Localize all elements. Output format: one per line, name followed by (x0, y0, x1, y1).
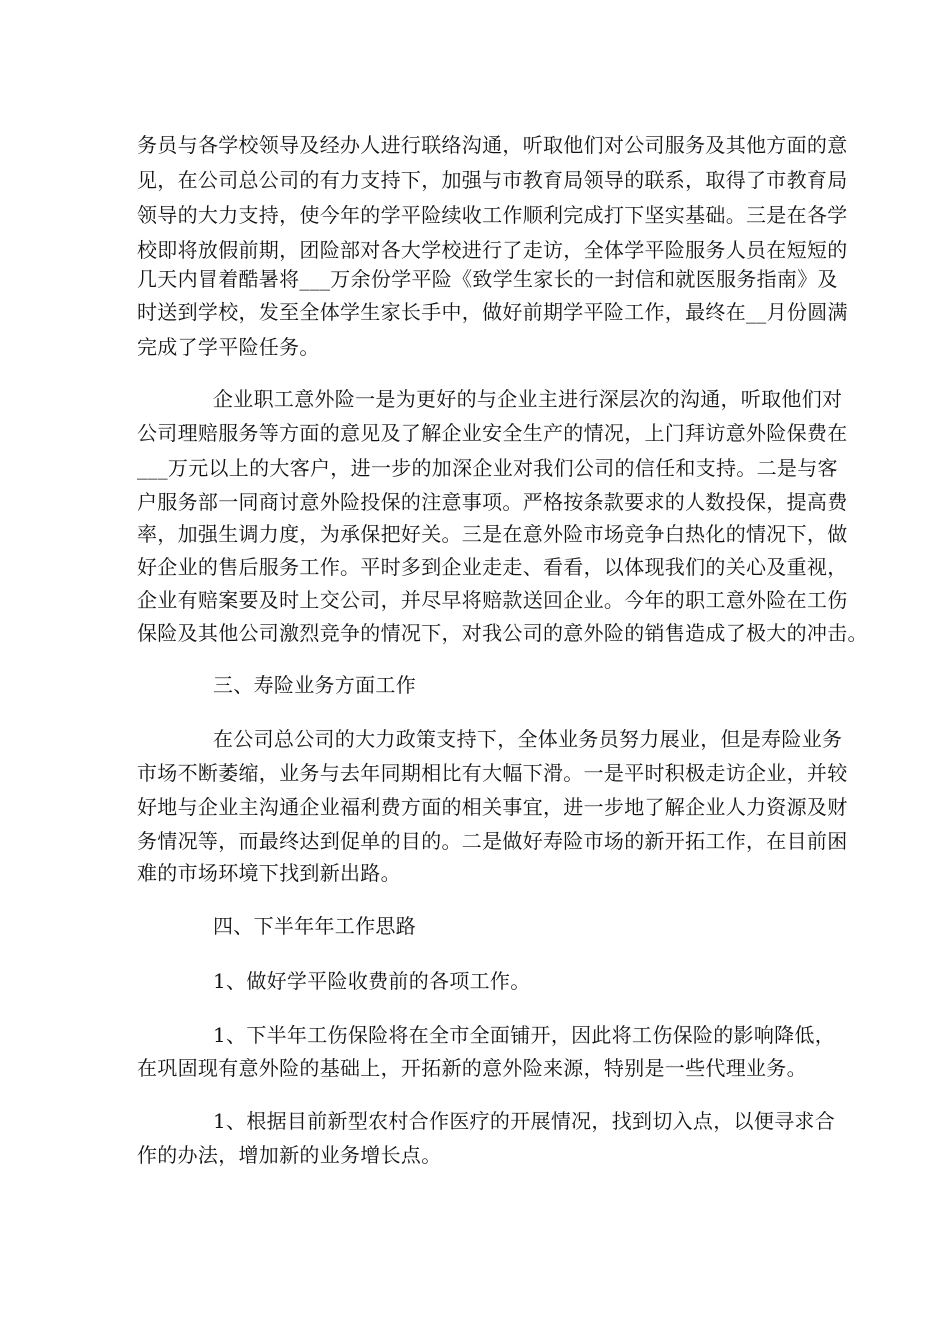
text-line: 见，在公司总公司的有力支持下，加强与市教育局领导的联系，取得了市教育局 (137, 168, 848, 192)
text-line: 率，加强生调力度，为承保把好关。三是在意外险市场竞争白热化的情况下，做 (137, 522, 848, 546)
text-line: 务情况等，而最终达到促单的目的。二是做好寿险市场的新开拓工作，在目前困 (137, 829, 848, 853)
paragraph-first-line: 在公司总公司的大力政策支持下，全体业务员努力展业，但是寿险业务 (213, 727, 843, 751)
text-line: 企业有赔案要及时上交公司，并尽早将赔款送回企业。今年的职工意外险在工伤 (137, 588, 848, 612)
text-line: 公司理赔服务等方面的意见及了解企业安全生产的情况，上门拜访意外险保费在 (137, 421, 848, 445)
text-line: 保险及其他公司激烈竞争的情况下，对我公司的意外险的销售造成了极大的冲击。 (137, 621, 868, 645)
paragraph-first-line: 企业职工意外险一是为更好的与企业主进行深层次的沟通，听取他们对 (213, 387, 843, 411)
text-line: 在巩固现有意外险的基础上，开拓新的意外险来源，特别是一些代理业务。 (137, 1056, 807, 1080)
text-line: 好地与企业主沟通企业福利费方面的相关事宜，进一步地了解企业人力资源及财 (137, 795, 848, 819)
text-line: 户服务部一同商讨意外险投保的注意事项。严格按条款要求的人数投保，提高费 (137, 490, 848, 514)
list-item: 1、做好学平险收费前的各项工作。 (213, 969, 531, 993)
text-line: 市场不断萎缩，业务与去年同期相比有大幅下滑。一是平时积极走访企业，并较 (137, 761, 848, 785)
text-line: 作的办法，增加新的业务增长点。 (137, 1143, 442, 1167)
text-line: 领导的大力支持，使今年的学平险续收工作顺利完成打下坚实基础。三是在各学 (137, 203, 848, 227)
section-heading: 四、下半年年工作思路 (213, 914, 416, 938)
text-line: 校即将放假前期，团险部对各大学校进行了走访，全体学平险服务人员在短短的 (137, 238, 848, 262)
text-line: 完成了学平险任务。 (137, 335, 320, 359)
list-item: 1、根据目前新型农村合作医疗的开展情况，找到切入点，以便寻求合 (213, 1109, 836, 1133)
text-line: ___万元以上的大客户，进一步的加深企业对我们公司的信任和支持。二是与客 (137, 456, 838, 480)
list-item: 1、下半年工伤保险将在全市全面铺开，因此将工伤保险的影响降低， (213, 1023, 836, 1047)
text-line: 务员与各学校领导及经办人进行联络沟通，听取他们对公司服务及其他方面的意 (137, 133, 848, 157)
text-line: 几天内冒着酷暑将___万余份学平险《致学生家长的一封信和就医服务指南》及 (137, 267, 838, 291)
text-line: 好企业的售后服务工作。平时多到企业走走、看看，以体现我们的关心及重视， (137, 555, 848, 579)
text-line: 难的市场环境下找到新出路。 (137, 861, 401, 885)
text-line: 时送到学校，发至全体学生家长手中，做好前期学平险工作，最终在__月份圆满 (137, 300, 848, 324)
section-heading: 三、寿险业务方面工作 (213, 673, 416, 697)
